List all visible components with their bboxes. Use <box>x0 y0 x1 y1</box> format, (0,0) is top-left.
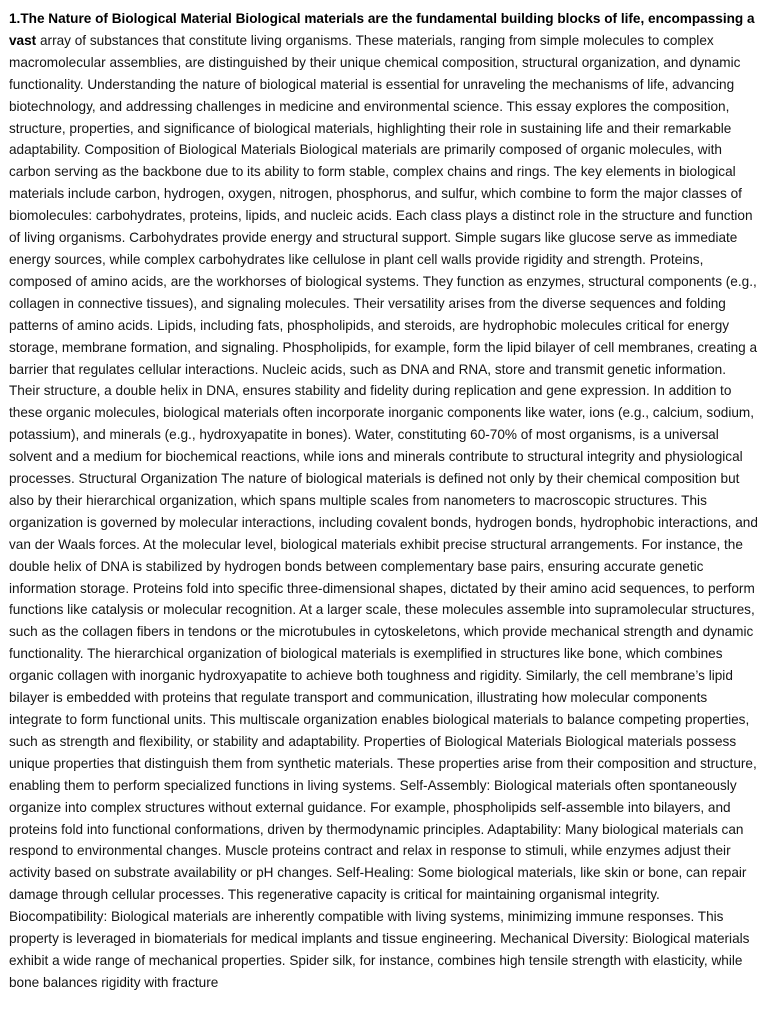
document-body-text: array of substances that constitute living organisms. These materials, ranging from simple molecules to complex macromolecular assemblies, are distinguished by their unique chemical composition, structural organization, and dynamic functionality. Understanding the nature of biological material is essential for unraveling the mechanisms of life, advancing biotechnology, and addressing challenges in medicine and environmental science. This essay explores the composition, structure, properties, and significance of biological materials, highlighting their role in sustaining life and their remarkable adaptability. Composition of Biological Materials Biological materials are primarily composed of organic molecules, with carbon serving as the backbone due to its ability to form stable, complex chains and rings. The key elements in biological materials include carbon, hydrogen, oxygen, nitrogen, phosphorus, and sulfur, which combine to form the major classes of biomolecules: carbohydrates, proteins, lipids, and nucleic acids. Each class plays a distinct role in the structure and function of living organisms. Carbohydrates provide energy and structural support. Simple sugars like glucose serve as immediate energy sources, while complex carbohydrates like cellulose in plant cell walls provide rigidity and strength. Proteins, composed of amino acids, are the workhorses of biological systems. They function as enzymes, structural components (e.g., collagen in connective tissues), and signaling molecules. Their versatility arises from the diverse sequences and folding patterns of amino acids. Lipids, including fats, phospholipids, and steroids, are hydrophobic molecules critical for energy storage, membrane formation, and signaling. Phospholipids, for example, form the lipid bilayer of cell membranes, creating a barrier that regulates cellular interactions. Nucleic acids, such as DNA and RNA, store and transmit genetic information. Their structure, a double helix in DNA, ensures stability and fidelity during replication and gene expression. In addition to these organic molecules, biological materials often incorporate inorganic components like water, ions (e.g., calcium, sodium, potassium), and minerals (e.g., hydroxyapatite in bones). Water, constituting 60-70% of most organisms, is a universal solvent and a medium for biochemical reactions, while ions and minerals contribute to structural integrity and physiological processes. Structural Organization The nature of biological materials is defined not only by their chemical composition but also by their hierarchical organization, which spans multiple scales from nanometers to macroscopic structures. This organization is governed by molecular interactions, including covalent bonds, hydrogen bonds, hydrophobic interactions, and van der Waals forces. At the molecular level, biological materials exhibit precise structural arrangements. For instance, the double helix of DNA is stabilized by hydrogen bonds between complementary base pairs, ensuring accurate genetic information storage. Proteins fold into specific three-dimensional shapes, dictated by their amino acid sequences, to perform functions like catalysis or molecular recognition. At a larger scale, these molecules assemble into supramolecular structures, such as the collagen fibers in tendons or the microtubules in cytoskeletons, which provide mechanical strength and dynamic functionality. The hierarchical organization of biological materials is exemplified in structures like bone, which combines organic collagen with inorganic hydroxyapatite to achieve both toughness and rigidity. Similarly, the cell membrane’s lipid bilayer is embedded with proteins that regulate transport and communication, illustrating how molecular components integrate to form functional units. This multiscale organization enables biological materials to balance competing properties, such as strength and flexibility, or stability and adaptability. Properties of Biological Materials Biological materials possess unique properties that distinguish them from synthetic materials. These properties arise from their composition and structure, enabling them to perform specialized functions in living systems. Self-Assembly: Biological materials often spontaneously organize into complex structures without external guidance. For example, phospholipids self-assemble into bilayers, and proteins fold into functional conformations, driven by thermodynamic principles. Adaptability: Many biological materials can respond to environmental changes. Muscle proteins contract and relax in response to stimuli, while enzymes adjust their activity based on substrate availability or pH changes. Self-Healing: Some biological materials, like skin or bone, can repair damage through cellular processes. This regenerative capacity is critical for maintaining organismal integrity. Biocompatibility: Biological materials are inherently compatible with living systems, minimizing immune responses. This property is leveraged in biomaterials for medical implants and tissue engineering. Mechanical Diversity: Biological materials exhibit a wide range of mechanical properties. Spider silk, for instance, combines high tensile strength with elasticity, while bone balances rigidity with fracture <box>9 32 758 990</box>
document-lead-sentence: 1.The Nature of Biological Material Biological materials are the fundamental building blocks of life, encompassing a vast <box>9 11 755 48</box>
document-paragraph <box>9 8 759 994</box>
